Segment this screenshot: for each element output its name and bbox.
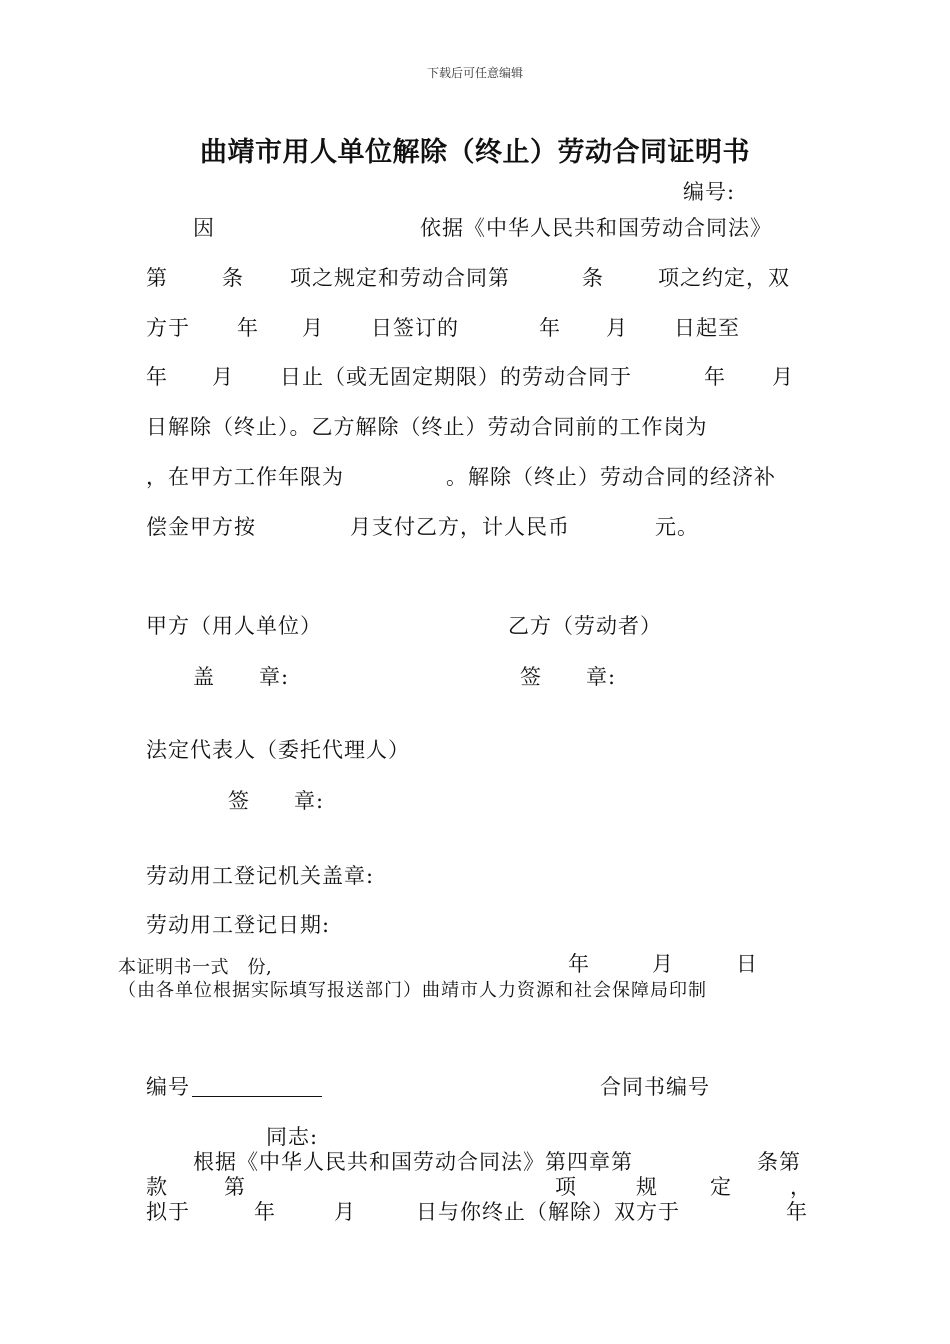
body-text: 第 [224,1175,246,1199]
body-text: 偿金甲方按 [146,515,256,539]
body-text: 年 [254,1200,276,1224]
body-text: 定 [710,1175,732,1199]
body-text: 月 [606,316,628,340]
body-text: 条第 [757,1150,801,1174]
body-text: 月 [212,365,234,389]
section2-number-field [146,1071,322,1101]
header-note: 下载后可任意编辑 [426,66,523,80]
body-text: 月 [772,365,794,389]
body-text: 日与你终止（解除）双方于 [416,1200,680,1224]
body-text: 依据《中华人民共和国劳动合同法》 [420,216,772,240]
legal-representative-signature: 签 章: [228,789,325,813]
number-underline [192,1076,322,1097]
page-title: 曲靖市用人单位解除（终止）劳动合同证明书 [200,137,750,168]
body-text: 日签订的 [371,316,459,340]
body-text: 年 [539,316,561,340]
body-text: 日解除（终止）。乙方解除（终止）劳动合同前的工作岗为 [146,415,708,439]
date-month: 月 [652,952,674,976]
party-a-seal: 盖 章: [193,665,290,689]
copies-note: 本证明书一式 份, [118,957,273,978]
printer-note: （由各单位根据实际填写报送部门）曲靖市人力资源和社会保障局印制 [118,980,707,1001]
body-text: 项 [555,1175,577,1199]
section2-number-label: 编号 [146,1075,190,1099]
registry-date-label: 劳动用工登记日期: [146,913,331,937]
registry-seal-label: 劳动用工登记机关盖章: [146,864,375,888]
body-text: 日止（或无固定期限）的劳动合同于 [280,365,632,389]
body-text: 月支付乙方，计人民币 [350,515,570,539]
party-b-label: 乙方（劳动者） [508,614,662,638]
body-text: 因 [193,216,215,240]
party-a-label: 甲方（用人单位） [146,614,322,638]
body-text: ，在甲方工作年限为 [146,465,344,489]
body-text: 第 [146,266,168,290]
comrade-salutation: 同志: [266,1125,319,1149]
body-text: 项之规定和劳动合同第 [290,266,510,290]
body-text: 方于 [146,316,190,340]
body-text: ， [790,1175,812,1199]
document-number-label: 编号: [683,180,736,204]
body-text: 项之约定，双 [658,266,790,290]
contract-number-label: 合同书编号 [600,1075,710,1099]
body-text: 年 [704,365,726,389]
body-text: 元。 [655,515,699,539]
body-text: 日起至 [674,316,740,340]
party-b-signature: 签 章: [520,665,617,689]
body-text: 年 [237,316,259,340]
body-text: 年 [146,365,168,389]
body-text: 条 [222,266,244,290]
body-text: 根据《中华人民共和国劳动合同法》第四章第 [193,1150,633,1174]
body-text: 月 [302,316,324,340]
body-text: 条 [582,266,604,290]
body-text: 年 [786,1200,808,1224]
date-year: 年 [568,952,590,976]
body-text: 款 [146,1175,168,1199]
body-text: 月 [334,1200,356,1224]
legal-representative-label: 法定代表人（委托代理人） [146,738,410,762]
body-text: 规 [636,1175,658,1199]
date-day: 日 [736,952,758,976]
body-text: 。解除（终止）劳动合同的经济补 [446,465,776,489]
body-text: 拟于 [146,1200,190,1224]
